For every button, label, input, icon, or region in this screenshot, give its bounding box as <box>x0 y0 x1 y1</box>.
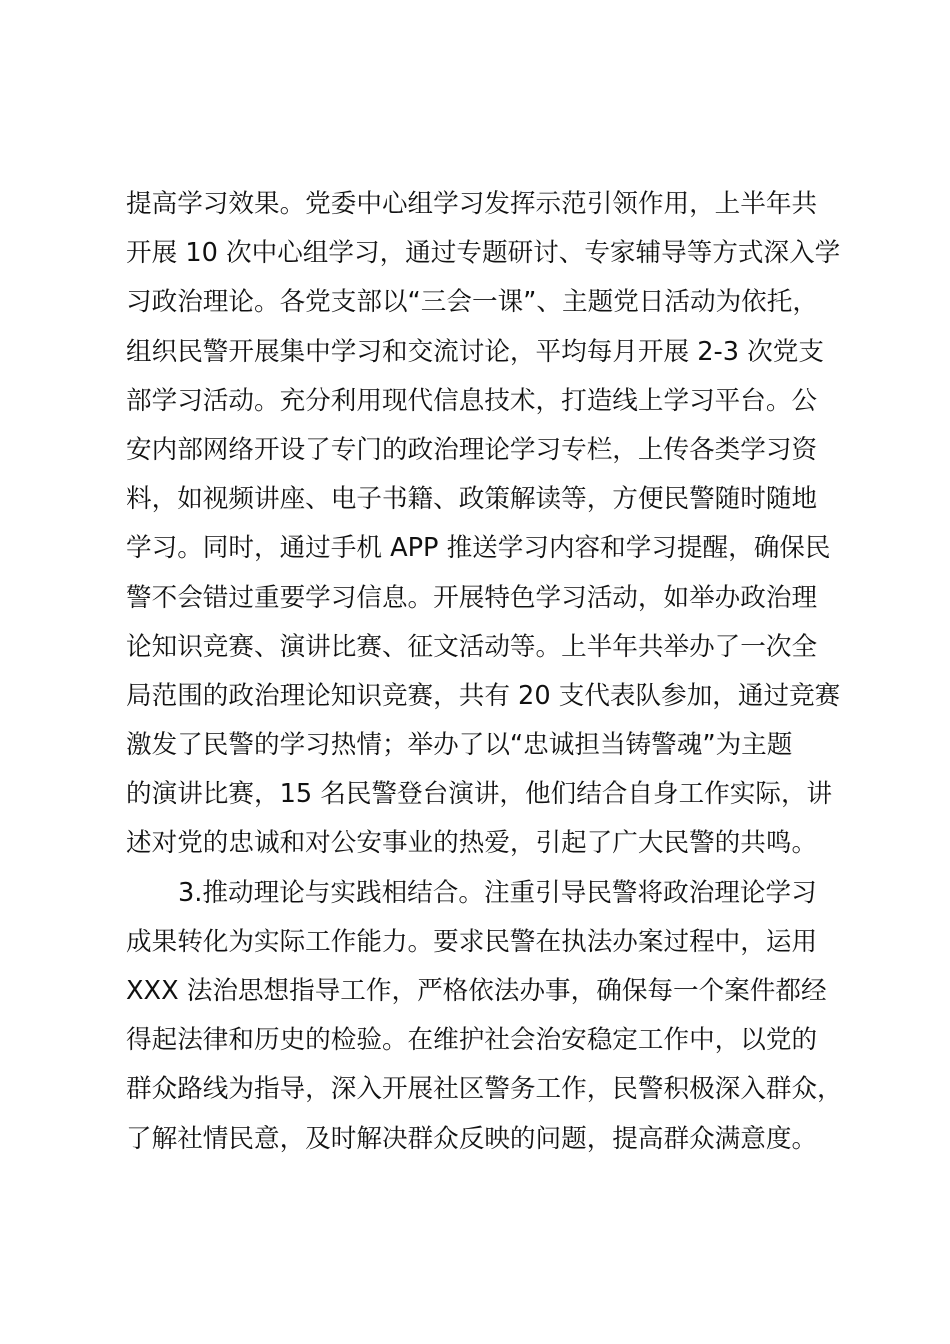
text-line: 群众路线为指导，深入开展社区警务工作，民警积极深入群众， <box>126 1074 843 1105</box>
text-line: XXX 法治思想指导工作，严格依法办事，确保每一个案件都经 <box>126 976 827 1006</box>
text-line: 述对党的忠诚和对公安事业的热爱，引起了广大民警的共鸣。 <box>126 828 818 859</box>
text-line: 局范围的政治理论知识竞赛，共有 20 支代表队参加，通过竞赛 <box>126 680 841 711</box>
body-text <box>126 180 866 1164</box>
text-line: 了解社情民意，及时解决群众反映的问题，提高群众满意度。 <box>126 1123 818 1154</box>
text-line: 成果转化为实际工作能力。要求民警在执法办案过程中，运用 <box>126 926 818 957</box>
text-line: 的演讲比赛，15 名民警登台演讲，他们结合自身工作实际，讲 <box>126 779 833 810</box>
text-line: 料，如视频讲座、电子书籍、政策解读等，方便民警随时随地 <box>126 484 818 515</box>
text-line: 激发了民警的学习热情；举办了以“忠诚担当铸警魂”为主题 <box>126 730 793 761</box>
text-line: 习政治理论。各党支部以“三会一课”、主题党日活动为依托， <box>126 287 818 318</box>
text-line: 论知识竞赛、演讲比赛、征文活动等。上半年共举办了一次全 <box>126 631 818 662</box>
text-line: 部学习活动。充分利用现代信息技术，打造线上学习平台。公 <box>126 385 818 416</box>
text-line: 提高学习效果。党委中心组学习发挥示范引领作用，上半年共 <box>126 189 818 219</box>
text-line: 警不会错过重要学习信息。开展特色学习活动，如举办政治理 <box>126 582 818 613</box>
text-line: 开展 10 次中心组学习，通过专题研讨、专家辅导等方式深入学 <box>126 238 841 269</box>
text-line: 安内部网络开设了专门的政治理论学习专栏，上传各类学习资 <box>126 434 818 465</box>
text-line: 得起法律和历史的检验。在维护社会治安稳定工作中，以党的 <box>126 1025 818 1056</box>
text-line: 组织民警开展集中学习和交流讨论，平均每月开展 2-3 次党支 <box>126 336 824 367</box>
section-heading-line: 3.推动理论与实践相结合。注重引导民警将政治理论学习 <box>178 877 817 908</box>
text-line: 学习。同时，通过手机 APP 推送学习内容和学习提醒，确保民 <box>126 533 831 564</box>
